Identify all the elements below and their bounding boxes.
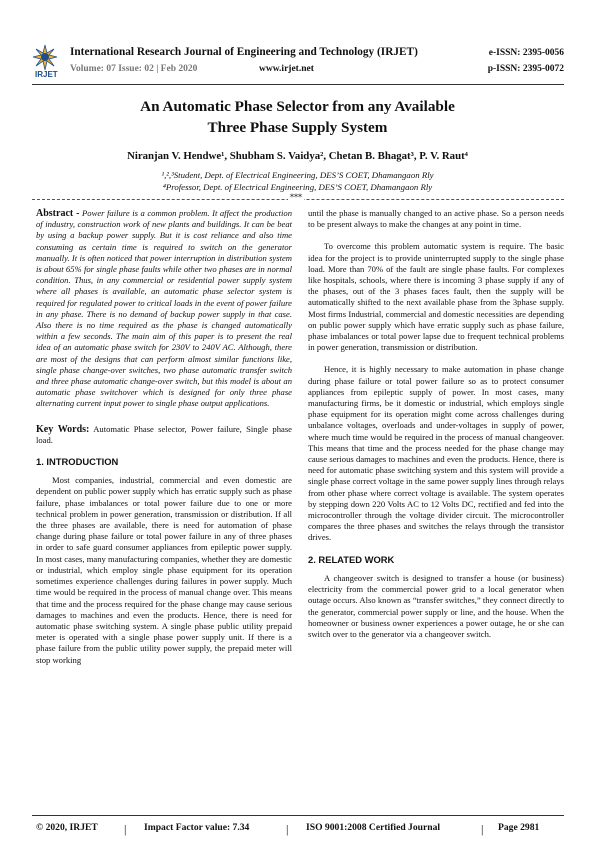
paper-title-line2: Three Phase Supply System [207, 119, 388, 136]
related-work-paragraph: A changeover switch is designed to transfer a house (or business) electricity from the commercial power grid to a local generator when outage occurs. Also known as “transfer switches,” they connect directly to the generator, commercial power supply or line, and the house. When the homeowner or business owner experiences a power outage, he or she can switch over to the generator via a changeover switch. [308, 572, 564, 639]
keywords-text: Automatic Phase selector, Power failure, Single phase load. [36, 423, 292, 445]
footer-rule [32, 815, 564, 816]
abstract [36, 208, 292, 410]
abstract-label: Abstract - [36, 208, 80, 219]
separator-mark: *** [290, 193, 302, 202]
footer-copyright: © 2020, IRJET [36, 822, 98, 833]
footer-iso: ISO 9001:2008 Certified Journal [306, 822, 441, 833]
paper-title [40, 96, 555, 138]
body-paragraph-3: Hence, it is highly necessary to make automation in phase change during phase failure or total power failure so as to protect consumer appliances from epileptic supply of power. In most cases, many manufacturing firms, be it domestic or industrial, which employs single phase equipment for its operation might come across challenges during unbalance voltages, overloads and under-voltages in supply of power, where much time would be required in the process of manual changeover. This means that time and the process needed for the phase change may cause serious damages to machines and even the products. Hence, there is need for automatic phase switching system and this system will provide a single phase correct voltage in the same power supply lines through relays from other phase where correct voltage is available. The system operates by stepping down 220 Volts AC to 12 Volts DC, rectified and fed into the microcontroller through the voltage divider circuit. The microcontroller compares the three phases and switches the relays through the transistor drives. [308, 364, 564, 543]
left-column [36, 208, 292, 666]
p-issn: p-ISSN: 2395-0072 [487, 64, 564, 74]
abstract-text: Power failure is a common problem. It affect the production of industry, construction work of new plants and buildings. It can be beat by using a backup power supply. But it is cost reliance and also time consuming as certain time is required to switch on the generator manually. It is often noticed that power interruption in distribution system is about 65% for single phase faults while other two phases are in normal condition. Thus, in any commercial or residential power supply system where all phases is available, an automatic phase selector system is required for regulated power to critical loads in the event of power failure in any phase. There is no demand of backup power supply in that case. Also there is no time required as the phase is changed automatically within a few seconds. The main aim of this paper is to present the real idea of an automatic phase switch for 230V to 240V AC. Although, there are most of the designs that can perform almost similar functions like, single phase change-over switches, two phase automatic transfer switch and three phase automatic change-over switch, but this model is about an automatic phase switchover which is designed for only three phase alternating current input power to single phase output applications. [36, 208, 292, 409]
footer-divider: | [124, 822, 127, 836]
journal-header [32, 44, 564, 84]
e-issn: e-ISSN: 2395-0056 [488, 48, 564, 58]
affiliation-students: ¹,²,³Student, Dept. of Electrical Engineering, DES’S COET, Dhamangaon Rly [161, 170, 434, 180]
journal-title: International Research Journal of Engineering and Technology (IRJET) [70, 46, 418, 58]
volume-issue: Volume: 07 Issue: 02 | Feb 2020 [70, 64, 198, 74]
introduction-paragraph: Most companies, industrial, commercial and even domestic are dependent on public power supply which has erratic supply such as phase failure, phase imbalances or total power failure due to one or more technical problem in power generation, transmission or distribution. If all the three phases are available, there is need for automation of phase change during phase failure or total power failure in any of three phases in order to safe guard consumer appliances from epileptic power supply. In most cases, many manufacturing companies, whether they are domestic or industrial, which employ single phase equipment for its operation sometimes experience challenges during failures in power supply. Much time would be required in the process of manual change over. This means that time and the process required for the phase change may cause serious damages to machines and even the products. Hence, there is need for automatic phase switching system. A single phase public utility prepaid meter is operated with a single phase power supply unit. If there is a phase failure from the public utility power supply, the prepaid meter will stop working [36, 475, 292, 665]
footer-divider: | [481, 822, 484, 836]
header-rule [32, 84, 564, 85]
footer-page-number: Page 2981 [498, 822, 540, 833]
affiliation-professor: ⁴Professor, Dept. of Electrical Engineering, DES’S COET, Dhamangaon Rly [162, 182, 433, 192]
logo-text: IRJET [35, 70, 58, 79]
continuation-paragraph: until the phase is manually changed to an active phase. So a person needs to be present always to make the changes at any point in time. [308, 208, 564, 230]
paper-authors: Niranjan V. Hendwe¹, Shubham S. Vaidya², Chetan B. Bhagat³, P. V. Raut⁴ [127, 150, 468, 162]
keywords [36, 424, 292, 446]
body-paragraph-2: To overcome this problem automatic system is require. The basic idea for the project is to provide uninterrupted supply to the single phase load. More than 70% of the fault are single phase faults. For complexes like hospitals, schools, where there is incoming 3 phase supply if any of the phases, out of the 3 phases faces fault, then the supply will be automatically shifted to the next available phase from the 3phase supply. Most firms Industrial, commercial and domestic necessities are depending on public power supply which have erratic supply such as phase failure, phase imbalances or total power lapse due to frequent technical problems in power generation, transmission or distribution. [308, 241, 564, 353]
paper-title-line1: An Automatic Phase Selector from any Available [140, 98, 455, 115]
journal-website-link[interactable]: www.irjet.net [259, 64, 314, 74]
irjet-logo-icon [32, 44, 58, 72]
footer-impact-factor: Impact Factor value: 7.34 [144, 822, 250, 833]
section-heading-introduction: 1. INTRODUCTION [36, 456, 119, 468]
right-column [308, 208, 564, 640]
footer-divider: | [286, 822, 289, 836]
section-heading-related-work: 2. RELATED WORK [308, 553, 395, 565]
keywords-label: Key Words: [36, 423, 90, 435]
